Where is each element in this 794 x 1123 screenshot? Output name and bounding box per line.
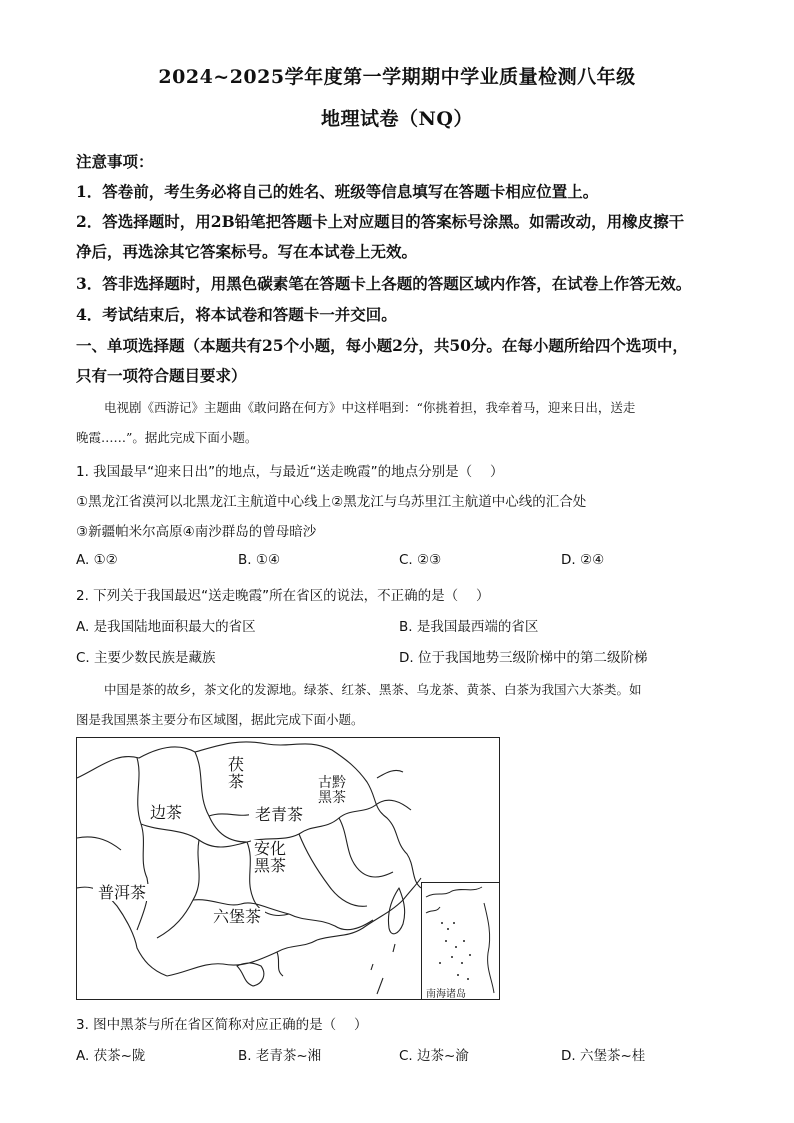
notice-item-2-cont: 净后，再选涂其它答案标号。写在本试卷上无效。 <box>76 242 418 261</box>
map-label-guqian-dark-tea: 古黔 黑茶 <box>313 776 351 806</box>
section1-heading: 一、单项选择题（本题共有25个小题，每小题2分，共50分。在每小题所给四个选项中， <box>76 336 688 355</box>
intro1-line2: 晚霞……”。据此完成下面小题。 <box>76 430 258 445</box>
q1-statement-1: ①黑龙江省漠河以北黑龙江主航道中心线上②黑龙江与乌苏里江主航道中心线的汇合处 <box>76 494 587 510</box>
south-china-sea-inset <box>421 882 500 1000</box>
q2-option-d[interactable]: D. 位于我国地势三级阶梯中的第二级阶梯 <box>399 650 648 666</box>
map-label-anhua-dark-tea: 安化 黑茶 <box>251 840 289 874</box>
intro2-line1: 中国是茶的故乡，茶文化的发源地。绿茶、红茶、黑茶、乌龙茶、黄茶、白茶为我国六大茶类。如 <box>104 682 642 697</box>
inset-islands <box>422 883 500 1000</box>
q1-statement-2: ③新疆帕米尔高原④南沙群岛的曾母暗沙 <box>76 524 317 540</box>
inset-label-south-china-sea-islands: 南海诸岛 <box>426 989 466 1000</box>
section1-heading-cont: 只有一项符合题目要求） <box>76 366 247 385</box>
q1-option-d[interactable]: D. ②④ <box>561 552 605 568</box>
intro2-line2: 图是我国黑茶主要分布区域图，据此完成下面小题。 <box>76 712 364 727</box>
dark-tea-map <box>76 737 500 1000</box>
q1-option-b[interactable]: B. ①④ <box>238 552 281 568</box>
q3-option-a[interactable]: A. 茯茶~陇 <box>76 1048 146 1064</box>
q2-option-c[interactable]: C. 主要少数民族是藏族 <box>76 650 216 666</box>
q2-stem: 2. 下列关于我国最迟“送走晚霞”所在省区的说法，不正确的是（ ） <box>76 588 490 604</box>
q1-option-c[interactable]: C. ②③ <box>399 552 442 568</box>
q3-stem: 3. 图中黑茶与所在省区简称对应正确的是（ ） <box>76 1017 368 1033</box>
q3-option-c[interactable]: C. 边茶~渝 <box>399 1048 469 1064</box>
notice-heading: 注意事项： <box>76 152 154 171</box>
q1-option-a[interactable]: A. ①② <box>76 552 118 568</box>
notice-item-4: 4．考试结束后，将本试卷和答题卡一并交回。 <box>76 305 397 324</box>
notice-item-2: 2．答选择题时，用2B铅笔把答题卡上对应题目的答案标号涂黑。如需改动，用橡皮擦干 <box>76 212 685 231</box>
q2-option-a[interactable]: A. 是我国陆地面积最大的省区 <box>76 619 256 635</box>
map-label-liubao-tea: 六堡茶 <box>209 908 265 925</box>
map-label-laoqing-tea: 老青茶 <box>249 806 309 823</box>
map-label-bian-tea: 边茶 <box>145 804 187 821</box>
map-label-puer-tea: 普洱茶 <box>93 884 151 901</box>
intro1-line1: 电视剧《西游记》主题曲《敢问路在何方》中这样唱到：“你挑着担，我牵着马，迎来日出，送走 <box>104 400 636 415</box>
exam-title: 2024~2025学年度第一学期期中学业质量检测八年级 <box>158 66 636 88</box>
exam-subtitle: 地理试卷（NQ） <box>321 108 473 130</box>
q1-stem: 1. 我国最早“迎来日出”的地点，与最近“送走晚霞”的地点分别是（ ） <box>76 464 504 480</box>
map-label-fu-tea: 茯 茶 <box>225 756 247 790</box>
notice-item-1: 1．答卷前，考生务必将自己的姓名、班级等信息填写在答题卡相应位置上。 <box>76 182 599 201</box>
q3-option-d[interactable]: D. 六堡茶~桂 <box>561 1048 646 1064</box>
q2-option-b[interactable]: B. 是我国最西端的省区 <box>399 619 539 635</box>
notice-item-3: 3．答非选择题时，用黑色碳素笔在答题卡上各题的答题区域内作答，在试卷上作答无效。 <box>76 274 692 293</box>
q3-option-b[interactable]: B. 老青茶~湘 <box>238 1048 322 1064</box>
